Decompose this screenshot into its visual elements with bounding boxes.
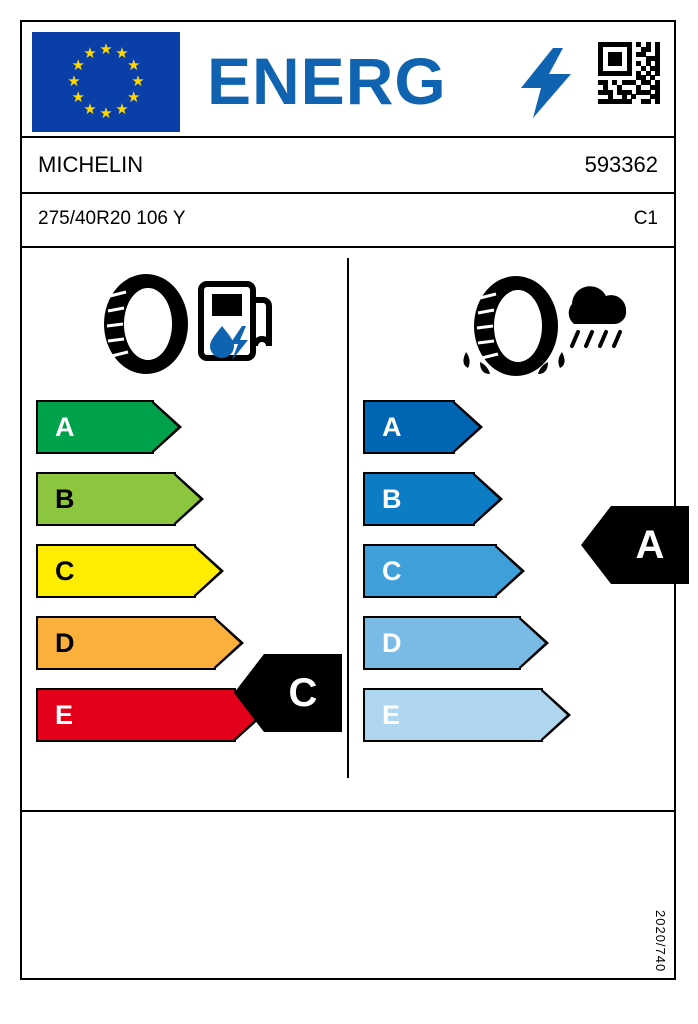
fuel-grade-e bbox=[36, 688, 236, 742]
regulation-number: 2020/740 bbox=[653, 909, 668, 972]
wet-grip-icon bbox=[444, 266, 634, 376]
eu-star-icon: ★ bbox=[71, 57, 85, 74]
fuel-efficiency-icon bbox=[96, 266, 276, 376]
fuel-result-letter: C bbox=[288, 670, 318, 715]
grade-arrow-tip-fill bbox=[194, 547, 220, 595]
eu-star-icon: ★ bbox=[67, 73, 81, 90]
eu-flag-icon bbox=[32, 32, 180, 132]
tyre-size-row bbox=[22, 194, 674, 248]
brand-row bbox=[22, 138, 674, 194]
wet-grade-c bbox=[363, 544, 497, 598]
eu-star-icon: ★ bbox=[115, 45, 129, 63]
wet-grip-panel bbox=[349, 248, 674, 810]
grade-letter: E bbox=[382, 699, 401, 730]
wet-grade-a bbox=[363, 400, 455, 454]
grade-arrow-tip-fill bbox=[453, 403, 479, 451]
grade-arrow-tip-fill bbox=[152, 403, 178, 451]
grade-arrow-tip-fill bbox=[473, 475, 499, 523]
wet-grade-row bbox=[349, 396, 674, 468]
wet-grade-e bbox=[363, 688, 543, 742]
page-title: ENERG bbox=[207, 44, 447, 118]
wet-grip-result bbox=[611, 506, 689, 584]
tyre-size: 275/40R20 106 Y bbox=[38, 208, 186, 229]
grade-letter: C bbox=[55, 555, 75, 586]
fuel-grade-row bbox=[22, 468, 347, 540]
grade-letter: A bbox=[382, 411, 402, 442]
fuel-grade-row bbox=[22, 396, 347, 468]
grade-letter: A bbox=[55, 411, 75, 442]
eu-star-icon: ★ bbox=[99, 105, 113, 122]
wet-grade-row bbox=[349, 684, 674, 756]
fuel-grade-b bbox=[36, 472, 176, 526]
grade-arrow-tip-fill bbox=[174, 475, 200, 523]
fuel-efficiency-panel bbox=[22, 248, 347, 810]
fuel-grade-a bbox=[36, 400, 154, 454]
grade-arrow-tip-fill bbox=[519, 619, 545, 667]
grade-arrow-tip-fill bbox=[541, 691, 567, 739]
eu-star-icon: ★ bbox=[126, 89, 141, 106]
eu-star-icon: ★ bbox=[126, 57, 141, 74]
grade-letter: B bbox=[382, 483, 402, 514]
fuel-grade-d bbox=[36, 616, 216, 670]
grade-arrow-tip-fill bbox=[495, 547, 521, 595]
wet-grade-b bbox=[363, 472, 475, 526]
eu-star-icon: ★ bbox=[83, 45, 97, 63]
lightning-bolt-icon bbox=[519, 48, 573, 118]
grade-letter: B bbox=[55, 483, 75, 514]
grade-letter: E bbox=[55, 699, 74, 730]
label-header bbox=[22, 22, 674, 138]
eu-star-icon: ★ bbox=[83, 100, 97, 118]
grade-letter: D bbox=[382, 627, 402, 658]
tyre-class: C1 bbox=[633, 208, 658, 229]
grade-letter: C bbox=[382, 555, 402, 586]
wet-grade-row bbox=[349, 612, 674, 684]
fuel-grade-row bbox=[22, 540, 347, 612]
fuel-efficiency-result bbox=[264, 654, 342, 732]
eu-star-icon: ★ bbox=[131, 73, 145, 90]
grade-letter: D bbox=[55, 627, 75, 658]
qr-code-icon bbox=[598, 42, 660, 104]
wet-result-letter: A bbox=[635, 522, 665, 567]
fuel-grade-c bbox=[36, 544, 196, 598]
tyre-energy-label bbox=[20, 20, 676, 980]
model-code: 593362 bbox=[584, 152, 658, 177]
label-footer bbox=[22, 810, 674, 978]
eu-star-icon: ★ bbox=[115, 100, 129, 118]
eu-star-icon: ★ bbox=[99, 41, 113, 58]
eu-star-icon: ★ bbox=[71, 89, 85, 106]
label-body bbox=[22, 248, 674, 810]
wet-grade-d bbox=[363, 616, 521, 670]
brand-name: MICHELIN bbox=[38, 152, 144, 177]
